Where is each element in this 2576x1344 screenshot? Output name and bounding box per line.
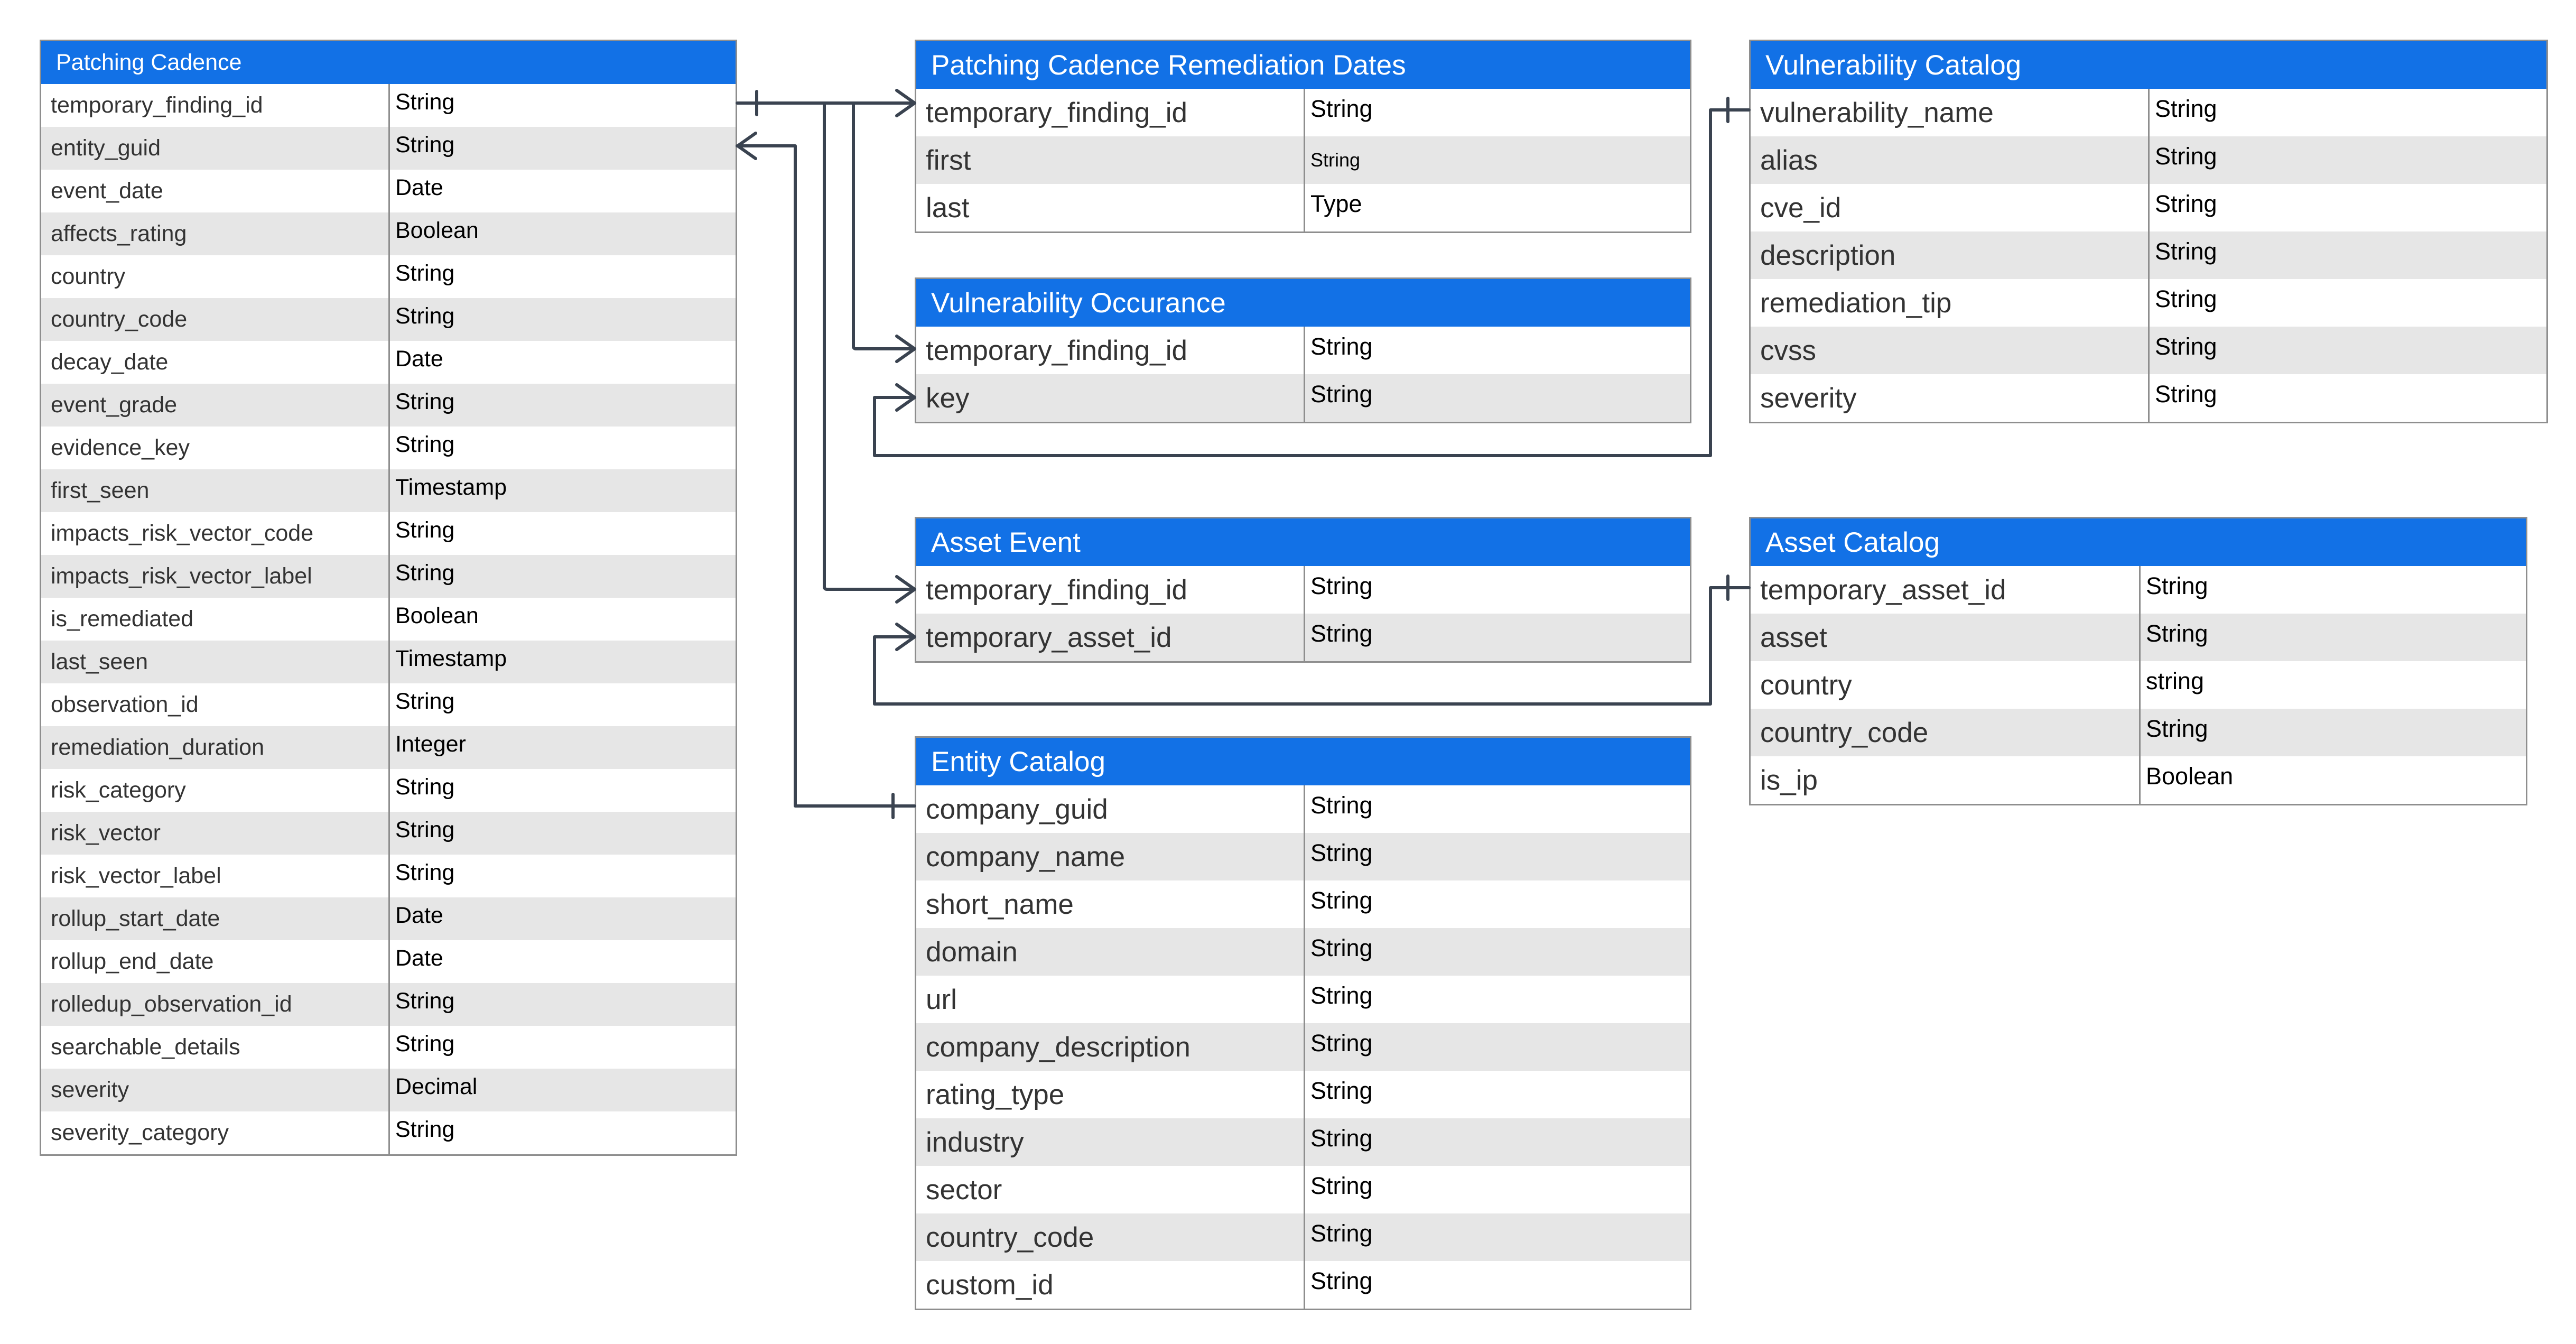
crows-foot-icon <box>738 133 756 159</box>
field-name: short_name <box>916 880 1305 928</box>
field-type: String <box>2146 620 2208 647</box>
field-type: String <box>395 1117 455 1142</box>
field-name: event_grade <box>41 384 390 427</box>
field-type: String <box>395 860 455 885</box>
field-name: cve_id <box>1751 184 2150 231</box>
field-type: String <box>2155 238 2217 265</box>
entity-title: Vulnerability Occurance <box>916 279 1690 327</box>
field-name: rolledup_observation_id <box>41 983 390 1026</box>
field-type: String <box>395 389 455 414</box>
field-name: custom_id <box>916 1261 1305 1309</box>
field-name: first <box>916 136 1305 184</box>
field-name: country_code <box>41 298 390 341</box>
field-type: String <box>395 774 455 800</box>
field-name: impacts_risk_vector_code <box>41 512 390 555</box>
entity-title: Patching Cadence Remediation Dates <box>916 41 1690 89</box>
entity-title: Entity Catalog <box>916 738 1690 785</box>
field-name: rating_type <box>916 1071 1305 1118</box>
field-type: String <box>1310 1125 1373 1152</box>
field-name: temporary_asset_id <box>916 614 1305 661</box>
field-type: Integer <box>395 731 466 757</box>
field-name: last_seen <box>41 641 390 683</box>
field-name: severity <box>1751 374 2150 422</box>
entity-title: Vulnerability Catalog <box>1751 41 2546 89</box>
field-name: country_code <box>916 1213 1305 1261</box>
field-type: String <box>1310 620 1373 647</box>
field-type: String <box>1310 839 1373 866</box>
field-type: Decimal <box>395 1074 478 1099</box>
field-type: Timestamp <box>395 475 507 500</box>
field-type: Date <box>395 903 443 928</box>
field-name: alias <box>1751 136 2150 184</box>
field-name: remediation_duration <box>41 726 390 769</box>
field-name: industry <box>916 1118 1305 1166</box>
field-type: String <box>395 560 455 586</box>
field-name: rollup_start_date <box>41 897 390 940</box>
field-type: Boolean <box>2146 763 2234 790</box>
field-type: String <box>395 132 455 157</box>
field-name: temporary_finding_id <box>916 89 1305 136</box>
field-type: Type <box>1310 190 1362 217</box>
field-name: country <box>1751 661 2141 709</box>
field-type: Boolean <box>395 603 479 628</box>
crows-foot-icon <box>897 385 915 410</box>
field-type: String <box>1310 95 1373 122</box>
field-name: country <box>41 255 390 298</box>
connector-pc-to-vuln-occurance <box>853 103 915 349</box>
field-type: String <box>2155 190 2217 217</box>
field-name: cvss <box>1751 327 2150 374</box>
field-name: country_code <box>1751 709 2141 756</box>
field-name: rollup_end_date <box>41 940 390 983</box>
field-name: description <box>1751 231 2150 279</box>
field-name: temporary_finding_id <box>41 84 390 127</box>
field-name: observation_id <box>41 683 390 726</box>
field-name: company_description <box>916 1023 1305 1071</box>
field-type: String <box>1310 1220 1373 1247</box>
field-name: event_date <box>41 170 390 212</box>
field-type: String <box>1310 887 1373 914</box>
field-type: String <box>2146 572 2208 599</box>
field-name: risk_vector <box>41 812 390 855</box>
field-name: risk_category <box>41 769 390 812</box>
field-name: asset <box>1751 614 2141 661</box>
field-name: temporary_asset_id <box>1751 566 2141 614</box>
field-type: String <box>395 303 455 329</box>
field-name: evidence_key <box>41 427 390 469</box>
field-name: company_guid <box>916 785 1305 833</box>
field-type: String <box>2155 143 2217 170</box>
field-name: affects_rating <box>41 212 390 255</box>
field-name: risk_vector_label <box>41 855 390 897</box>
field-name: is_remediated <box>41 598 390 641</box>
entity-title: Asset Catalog <box>1751 518 2526 566</box>
field-name: impacts_risk_vector_label <box>41 555 390 598</box>
field-type: String <box>1310 792 1373 819</box>
field-name: severity_category <box>41 1111 390 1154</box>
entity-title: Patching Cadence <box>41 41 736 84</box>
field-type: String <box>1310 982 1373 1009</box>
field-name: decay_date <box>41 341 390 384</box>
field-name: searchable_details <box>41 1026 390 1069</box>
field-type: String <box>395 89 455 115</box>
field-name: sector <box>916 1166 1305 1213</box>
field-name: key <box>916 374 1305 422</box>
field-type: Date <box>395 946 443 971</box>
connector-asset-catalog-to-asset-event <box>875 588 1749 704</box>
field-type: String <box>1310 1172 1373 1199</box>
entity-title: Asset Event <box>916 518 1690 566</box>
field-type: String <box>1310 1267 1373 1294</box>
field-type: String <box>395 689 455 714</box>
field-name: is_ip <box>1751 756 2141 804</box>
connector-pc-to-asset-event <box>824 103 915 589</box>
field-name: company_name <box>916 833 1305 880</box>
field-type: String <box>2155 95 2217 122</box>
field-type: String <box>2146 715 2208 742</box>
field-name: last <box>916 184 1305 231</box>
field-type: Boolean <box>395 218 479 243</box>
field-type: string <box>2146 668 2205 694</box>
field-type: String <box>2155 381 2217 407</box>
field-type: String <box>395 817 455 842</box>
field-name: first_seen <box>41 469 390 512</box>
field-name: vulnerability_name <box>1751 89 2150 136</box>
field-name: entity_guid <box>41 127 390 170</box>
field-type: String <box>1310 1030 1373 1056</box>
field-type: String <box>395 1031 455 1056</box>
field-type: String <box>395 261 455 286</box>
field-name: remediation_tip <box>1751 279 2150 327</box>
field-name: severity <box>41 1069 390 1111</box>
field-type: String <box>2155 285 2217 312</box>
crows-foot-icon <box>897 624 915 650</box>
field-type: Timestamp <box>395 646 507 671</box>
field-type: Date <box>395 346 443 372</box>
field-type: String <box>1310 934 1373 961</box>
field-name: url <box>916 976 1305 1023</box>
crows-foot-icon <box>897 336 915 362</box>
field-type: String <box>395 517 455 543</box>
field-type: String <box>395 432 455 457</box>
field-type: String <box>1310 1077 1373 1104</box>
connector-vuln-catalog-to-occurance <box>875 110 1749 456</box>
crows-foot-icon <box>897 577 915 602</box>
field-type: String <box>1310 149 1361 171</box>
field-name: temporary_finding_id <box>916 327 1305 374</box>
field-name: temporary_finding_id <box>916 566 1305 614</box>
field-type: Date <box>395 175 443 200</box>
field-type: String <box>1310 381 1373 407</box>
field-type: String <box>1310 572 1373 599</box>
field-type: String <box>2155 333 2217 360</box>
field-name: domain <box>916 928 1305 976</box>
crows-foot-icon <box>897 90 915 116</box>
field-type: String <box>395 988 455 1014</box>
field-type: String <box>1310 333 1373 360</box>
